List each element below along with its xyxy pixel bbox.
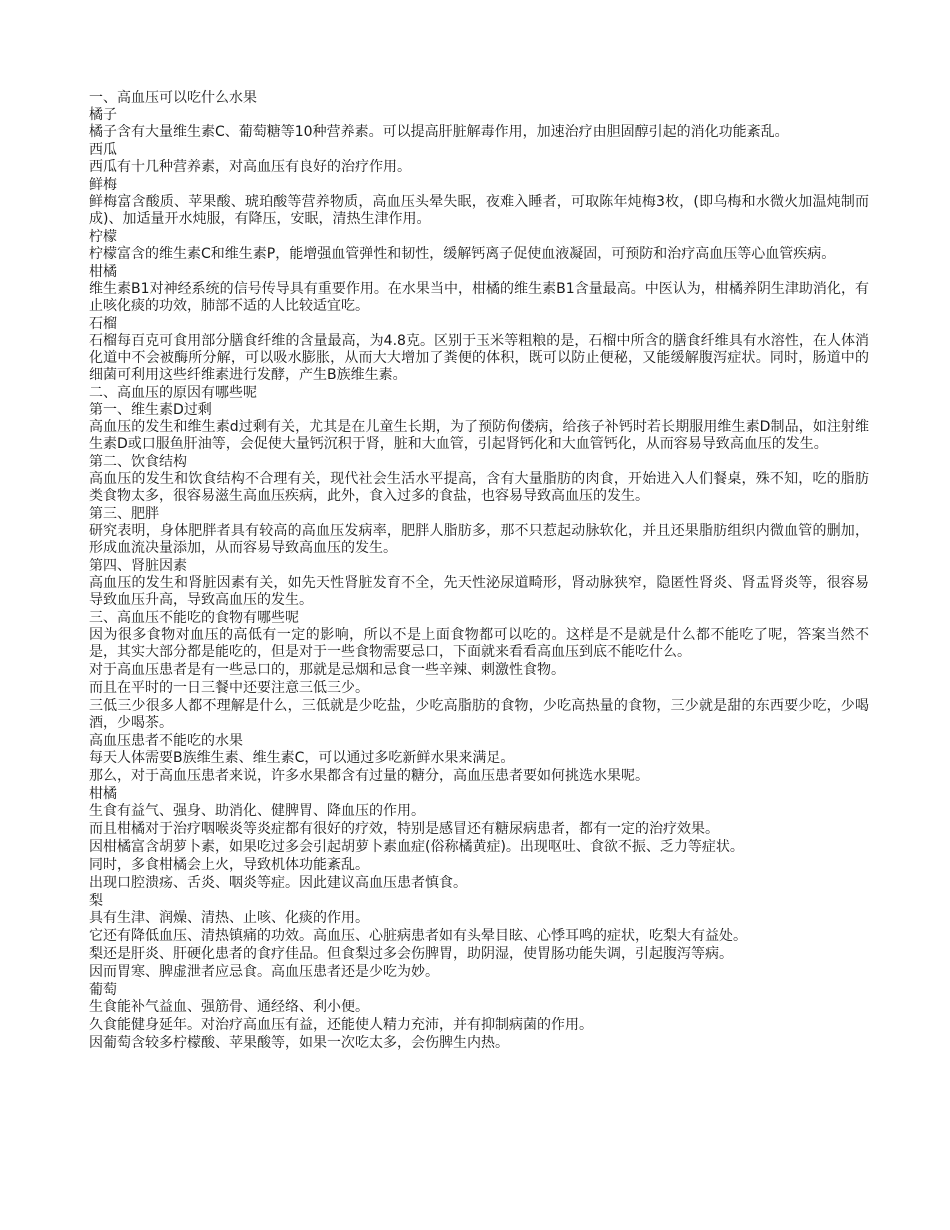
paragraph: 梨还是肝炎、肝硬化患者的食疗佳品。但食梨过多会伤脾胃，助阴湿，使胃肠功能失调，引起腹泻等病。 <box>89 946 733 962</box>
paragraph: 具有生津、润燥、清热、止咳、化痰的作用。 <box>89 910 369 926</box>
paragraph: 它还有降低血压、清热镇痛的功效。高血压、心脏病患者如有头晕目眩、心悸耳鸣的症状，吃梨大有益处。 <box>89 928 747 944</box>
paragraph: 久食能健身延年。对治疗高血压有益，还能使人精力充沛，并有抑制病菌的作用。 <box>89 1017 593 1033</box>
paragraph: 而且柑橘对于治疗咽喉炎等炎症都有很好的疗效，特别是感冒还有糖尿病患者，都有一定的治疗效果。 <box>89 821 719 837</box>
paragraph: 对于高血压患者是有一些忌口的，那就是忌烟和忌食一些辛辣、刺激性食物。 <box>89 662 565 678</box>
document-body <box>89 90 869 1053</box>
subheading: 第一、维生素D过剩 <box>89 402 212 418</box>
subheading: 柠檬 <box>89 229 117 245</box>
paragraph: 而且在平时的一日三餐中还要注意三低三少。 <box>89 680 369 696</box>
subheading: 柑橘 <box>89 264 117 280</box>
paragraph: 因葡萄含较多柠檬酸、苹果酸等，如果一次吃太多，会伤脾生内热。 <box>89 1035 509 1051</box>
subheading: 第三、肥胖 <box>89 506 159 522</box>
paragraph: 高血压的发生和肾脏因素有关，如先天性肾脏发育不全，先天性泌尿道畸形，肾动脉狭窄，隐匿性肾炎、肾盂肾炎等，很容易导致血压升高，导致高血压的发生。 <box>89 575 869 608</box>
paragraph: 同时，多食柑橘会上火，导致机体功能紊乱。 <box>89 857 369 873</box>
paragraph: 柠檬富含的维生素C和维生素P，能增强血管弹性和韧性，缓解钙离子促使血液凝固，可预防和治疗高血压等心血管疾病。 <box>89 246 836 262</box>
paragraph: 鲜梅富含酸质、苹果酸、琥珀酸等营养物质，高血压头晕失眠，夜难入睡者，可取陈年炖梅3枚，(即乌梅和水微火加温炖制而成)、加适量开水炖服，有降压，安眠，清热生津作用。 <box>89 194 869 227</box>
paragraph: 那么，对于高血压患者来说，许多水果都含有过量的糖分，高血压患者要如何挑选水果呢。 <box>89 768 649 784</box>
paragraph: 因柑橘富含胡萝卜素，如果吃过多会引起胡萝卜素血症(俗称橘黄症)。出现呕吐、食欲不振、乏力等症状。 <box>89 839 744 855</box>
paragraph: 西瓜有十几种营养素，对高血压有良好的治疗作用。 <box>89 159 411 175</box>
paragraph: 出现口腔溃疡、舌炎、咽炎等症。因此建议高血压患者慎食。 <box>89 875 467 891</box>
subheading: 柑橘 <box>89 786 117 802</box>
paragraph: 因而胃寒、脾虚泄者应忌食。高血压患者还是少吃为妙。 <box>89 964 439 980</box>
paragraph: 高血压的发生和维生素d过剩有关，尤其是在儿童生长期，为了预防佝偻病，给孩子补钙时若长期服用维生素D制品，如注射维生素D或口服鱼肝油等，会促使大量钙沉积于肾，脏和大血管，引起肾钙化和大血管钙化，从而容易导致高血压的发生。 <box>89 419 869 452</box>
section-heading: 一、高血压可以吃什么水果 <box>89 90 257 106</box>
subheading: 第二、饮食结构 <box>89 454 187 470</box>
section-heading: 三、高血压不能吃的食物有哪些呢 <box>89 610 299 626</box>
paragraph: 因为很多食物对血压的高低有一定的影响，所以不是上面食物都可以吃的。这样是不是就是什么都不能吃了呢，答案当然不是，其实大部分都是能吃的，但是对于一些食物需要忌口，下面就来看看高血压到底不能吃什么。 <box>89 627 869 660</box>
section-heading: 二、高血压的原因有哪些呢 <box>89 385 257 401</box>
subheading: 葡萄 <box>89 982 117 998</box>
subheading: 西瓜 <box>89 142 117 158</box>
paragraph: 每天人体需要B族维生素、维生素C，可以通过多吃新鲜水果来满足。 <box>89 750 515 766</box>
subheading: 石榴 <box>89 316 117 332</box>
paragraph: 研究表明，身体肥胖者具有较高的高血压发病率，肥胖人脂肪多，那不只惹起动脉软化，并且还果脂肪组织内微血管的删加，形成血流决量添加，从而容易导致高血压的发生。 <box>89 523 869 556</box>
paragraph: 石榴每百克可食用部分膳食纤维的含量最高，为4.8克。区别于玉米等粗粮的是，石榴中所含的膳食纤维具有水溶性，在人体消化道中不会被酶所分解，可以吸水膨胀，从而大大增加了粪便的体积，既可以防止便秘，又能缓解腹泻症状。同时，肠道中的细菌可利用这些纤维素进行发酵，产生B族维生素。 <box>89 333 869 383</box>
subheading: 鲜梅 <box>89 177 117 193</box>
paragraph: 橘子含有大量维生素C、葡萄糖等10种营养素。可以提高肝脏解毒作用，加速治疗由胆固醇引起的消化功能紊乱。 <box>89 124 789 140</box>
paragraph: 高血压的发生和饮食结构不合理有关，现代社会生活水平提高，含有大量脂肪的肉食，开始进入人们餐桌，殊不知，吃的脂肪类食物太多，很容易滋生高血压疾病，此外，食入过多的食盐，也容易导致高血压的发生。 <box>89 471 869 504</box>
subheading: 橘子 <box>89 107 117 123</box>
paragraph: 生食有益气、强身、助消化、健脾胃、降血压的作用。 <box>89 803 425 819</box>
subheading: 梨 <box>89 893 103 909</box>
paragraph: 维生素B1对神经系统的信号传导具有重要作用。在水果当中，柑橘的维生素B1含量最高。中医认为，柑橘养阴生津助消化，有止咳化痰的功效，肺部不适的人比较适宜吃。 <box>89 281 869 314</box>
paragraph: 生食能补气益血、强筋骨、通经络、利小便。 <box>89 999 369 1015</box>
subheading: 第四、肾脏因素 <box>89 558 187 574</box>
subheading: 高血压患者不能吃的水果 <box>89 733 243 749</box>
paragraph: 三低三少很多人都不理解是什么，三低就是少吃盐，少吃高脂肪的食物，少吃高热量的食物，三少就是甜的东西要少吃，少喝酒，少喝茶。 <box>89 698 869 731</box>
